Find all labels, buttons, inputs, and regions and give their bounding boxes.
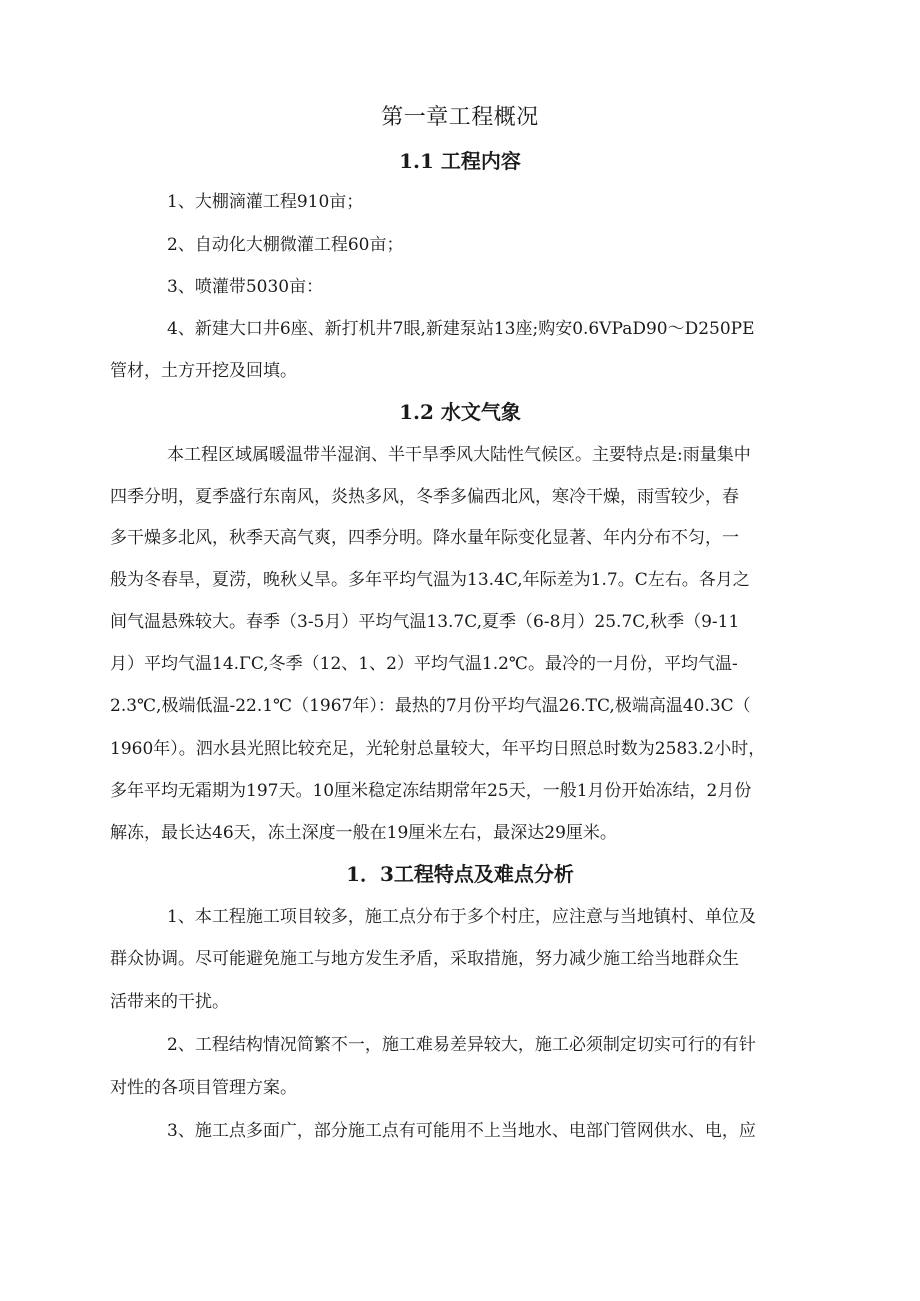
paragraph-line: 间气温悬殊较大。春季（3-5月）平均气温13.7C,夏季（6-8月）25.7C,秋季（9-11 xyxy=(110,612,740,632)
paragraph-line: 对性的各项目管理方案。 xyxy=(110,1078,297,1098)
content-item-1: 1、大棚滴灌工程910亩； xyxy=(167,192,364,212)
content-item-4: 4、新建大口井6座、新打机井7眼,新建泵站13座;购安0.6VPaD90～D250PE xyxy=(167,319,755,339)
paragraph-line: 1、本工程施工项目较多，施工点分布于多个村庄，应注意与当地镇村、单位及 xyxy=(167,907,756,927)
section-heading-1-2: 1.2 水文气象 xyxy=(399,400,521,424)
paragraph-line: 解冻，最长达46天，冻土深度一般在19厘米左右，最深达29厘米。 xyxy=(110,823,617,843)
content-item-4-continued: 管材，土方开挖及回填。 xyxy=(110,361,297,381)
paragraph-line: 四季分明，夏季盛行东南风，炎热多风，冬季多偏西北风，寒冷干燥，雨雪较少，春 xyxy=(110,487,739,507)
paragraph-line: 多干燥多北风，秋季天高气爽，四季分明。降水量年际变化显著、年内分布不匀，一 xyxy=(110,528,739,548)
section-heading-1-1: 1.1 工程内容 xyxy=(399,149,521,173)
section-heading-1-3: 1．3工程特点及难点分析 xyxy=(346,862,574,886)
content-item-2: 2、自动化大棚微灌工程60亩； xyxy=(167,235,404,255)
paragraph-line: 1960年）。泗水县光照比较充足，光轮射总量较大，年平均日照总时数为2583.2小时， xyxy=(110,739,766,759)
paragraph-line: 2、工程结构情况简繁不一，施工难易差异较大，施工必须制定切实可行的有针 xyxy=(167,1035,756,1055)
paragraph-line: 多年平均无霜期为197天。10厘米稳定冻结期常年25天，一般1月份开始冻结，2月份 xyxy=(110,781,752,801)
content-item-3: 3、喷灌带5030亩： xyxy=(167,277,324,297)
paragraph-line: 本工程区域属暖温带半湿润、半干旱季风大陆性气候区。主要特点是:雨量集中 xyxy=(167,445,751,465)
chapter-title: 第一章工程概况 xyxy=(381,105,539,130)
paragraph-line: 月）平均气温14.ΓC,冬季（12、1、2）平均气温1.2℃。最冷的一月份，平均气温- xyxy=(110,654,738,674)
paragraph-line: 群众协调。尽可能避免施工与地方发生矛盾，采取措施，努力减少施工给当地群众生 xyxy=(110,949,739,969)
paragraph-line: 3、施工点多面广，部分施工点有可能用不上当地水、电部门管网供水、电，应 xyxy=(167,1121,756,1141)
paragraph-line: 2.3℃,极端低温-22.1℃（1967年）：最热的7月份平均气温26.TC,极端高温40.3C（ xyxy=(110,696,751,716)
paragraph-line: 般为冬春旱，夏涝，晚秋乂旱。多年平均气温为13.4C,年际差为1.7。C左右。各月之 xyxy=(110,570,750,590)
paragraph-line: 活带来的干扰。 xyxy=(110,992,229,1012)
